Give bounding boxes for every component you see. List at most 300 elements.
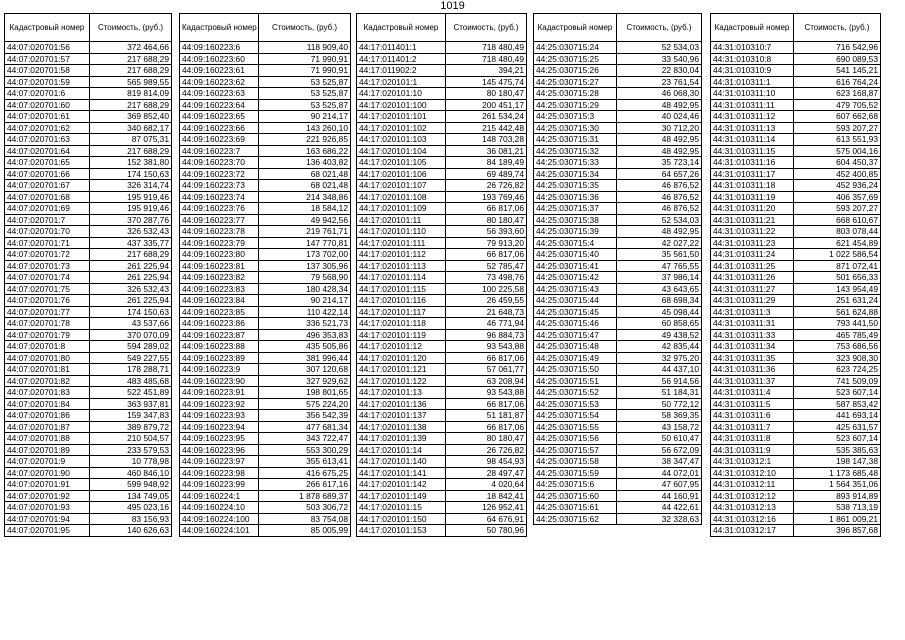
table-row [5,398,172,410]
table-row [534,180,702,192]
cost-cell: 623 168,87 [794,88,881,100]
cost-cell: 369 852,40 [90,111,172,123]
cadastral-number-cell: 44:09:160223:80 [180,249,259,261]
cadastral-number-cell: 44:09:160223:82 [180,272,259,284]
cost-cell: 66 817,06 [446,249,527,261]
table-row [357,191,527,203]
cost-cell: 66 817,06 [446,203,527,215]
cost-cell: 327 929,62 [259,375,351,387]
table-row [180,410,351,422]
cost-cell: 599 948,92 [90,479,172,491]
table-row [180,168,351,180]
cost-cell: 68 021,48 [259,180,351,192]
cadastral-number-cell: 44:25:030715:48 [534,341,617,353]
cadastral-number-cell: 44:09:160223:96 [180,444,259,456]
table-row [180,214,351,226]
cost-cell: 355 613,41 [259,456,351,468]
cost-cell: 594 289,02 [90,341,172,353]
cost-cell: 541 145,21 [794,65,881,77]
cost-cell: 340 682,17 [90,122,172,134]
cost-cell: 326 532,43 [90,283,172,295]
cost-cell: 561 624,88 [794,306,881,318]
cost-cell: 343 722,47 [259,433,351,445]
table-row [180,99,351,111]
table-row [357,134,527,146]
table-row [711,283,881,295]
cadastral-number-cell: 44:07:020701:80 [5,352,90,364]
cost-cell: 134 749,05 [90,490,172,502]
cadastral-number-cell: 44:17:020101:13 [357,387,446,399]
cost-cell: 195 919,46 [90,203,172,215]
cost-cell: 69 489,74 [446,168,527,180]
cadastral-number-cell: 44:25:030715:28 [534,88,617,100]
header-cost: Стоимость, (руб.) [90,14,172,42]
cost-cell: 48 492,95 [617,226,702,238]
table-row [711,42,881,54]
cost-cell: 143 260,10 [259,122,351,134]
cost-cell: 84 189,49 [446,157,527,169]
table-row [180,134,351,146]
cost-cell: 174 150,63 [90,168,172,180]
table-row [357,226,527,238]
cadastral-number-cell: 44:17:020101:106 [357,168,446,180]
table-row [180,180,351,192]
cadastral-number-cell: 44:09:160223:63 [180,88,259,100]
cadastral-number-cell: 44:17:020101:103 [357,134,446,146]
cost-cell: 71 990,91 [259,53,351,65]
cadastral-number-cell: 44:25:030715:38 [534,214,617,226]
cadastral-number-cell: 44:07:020701:90 [5,467,90,479]
cost-cell: 50 780,96 [446,525,527,537]
table-row [5,456,172,468]
table-row [711,410,881,422]
cost-cell: 30 712,20 [617,122,702,134]
cadastral-number-cell: 44:07:020701:66 [5,168,90,180]
cost-cell: 98 454,93 [446,456,527,468]
table-row [534,260,702,272]
table-row [711,490,881,502]
cadastral-number-cell: 44:07:020701:59 [5,76,90,88]
cadastral-number-cell: 44:17:020101:116 [357,295,446,307]
table-row [534,134,702,146]
cadastral-number-cell: 44:07:020701:72 [5,249,90,261]
table-row [5,42,172,54]
header-cadastral: Кадастровый номер [5,14,90,42]
cadastral-number-cell: 44:17:020101:139 [357,433,446,445]
cadastral-number-cell: 44:17:020101:115 [357,283,446,295]
cadastral-number-cell: 44:25:030715:40 [534,249,617,261]
cost-cell: 22 830,04 [617,65,702,77]
cost-cell: 716 542,96 [794,42,881,54]
cost-cell: 4 020,64 [446,479,527,491]
cost-cell: 26 726,82 [446,444,527,456]
table-row [711,168,881,180]
cost-cell: 1 173 685,48 [794,467,881,479]
cost-cell: 52 534,03 [617,214,702,226]
cadastral-number-cell: 44:31:010311:12 [711,111,794,123]
table-row [534,341,702,353]
table-row [711,88,881,100]
cadastral-number-cell: 44:17:020101:1 [357,76,446,88]
cost-cell: 437 335,77 [90,237,172,249]
cadastral-number-cell: 44:25:030715:52 [534,387,617,399]
table-row [711,525,881,537]
cadastral-number-cell: 44:17:020101:109 [357,203,446,215]
cadastral-number-cell: 44:09:160223:92 [180,398,259,410]
cadastral-number-cell: 44:07:020701:58 [5,65,90,77]
cadastral-number-cell: 44:25:030715:62 [534,513,617,525]
table-row [534,295,702,307]
cost-cell: 68 698,34 [617,295,702,307]
table-row [711,502,881,514]
header-cost: Стоимость, (руб.) [446,14,527,42]
cost-cell: 147 770,81 [259,237,351,249]
table-row [5,318,172,330]
cost-cell: 118 909,40 [259,42,351,54]
table-row [534,364,702,376]
cost-cell: 137 305,96 [259,260,351,272]
table-row [711,272,881,284]
cost-cell: 32 328,63 [617,513,702,525]
table-row [357,272,527,284]
table-row [357,214,527,226]
cadastral-number-cell: 44:07:020701:76 [5,295,90,307]
cadastral-number-cell: 44:07:020701:95 [5,525,90,537]
cost-cell: 718 480,49 [446,42,527,54]
cost-cell: 336 521,73 [259,318,351,330]
cadastral-number-cell: 44:25:030715:57 [534,444,617,456]
cost-cell: 616 764,24 [794,76,881,88]
cost-cell: 266 617,16 [259,479,351,491]
table-row [711,111,881,123]
table-row [357,295,527,307]
cadastral-table-5 [710,13,881,537]
cost-cell: 198 801,65 [259,387,351,399]
cadastral-number-cell: 44:09:160223:98 [180,467,259,479]
cadastral-number-cell: 44:31:010311:35 [711,352,794,364]
table-row [534,249,702,261]
table-row [357,467,527,479]
cadastral-number-cell: 44:25:030715:26 [534,65,617,77]
cadastral-number-cell: 44:31:010311:29 [711,295,794,307]
table-row [5,421,172,433]
cadastral-number-cell: 44:17:020101:10 [357,88,446,100]
cost-cell: 326 532,43 [90,226,172,238]
cadastral-number-cell: 44:31:010312:12 [711,490,794,502]
table-row [180,421,351,433]
table-row [357,260,527,272]
cadastral-number-cell: 44:07:020701:68 [5,191,90,203]
cadastral-number-cell: 44:25:030715:50 [534,364,617,376]
cost-cell: 1 861 009,21 [794,513,881,525]
cadastral-number-cell: 44:17:020101:113 [357,260,446,272]
table-row [711,226,881,238]
table-row [5,467,172,479]
table-row [357,329,527,341]
cadastral-number-cell: 44:25:030715:45 [534,306,617,318]
cadastral-number-cell: 44:31:010311:34 [711,341,794,353]
cost-cell: 261 225,94 [90,272,172,284]
cost-cell: 57 061,77 [446,364,527,376]
cadastral-number-cell: 44:07:020701:71 [5,237,90,249]
table-row [5,387,172,399]
cost-cell: 356 542,39 [259,410,351,422]
cadastral-table-2 [179,13,351,537]
table-row [357,387,527,399]
cost-cell: 217 688,29 [90,65,172,77]
cadastral-number-cell: 44:25:030715:49 [534,352,617,364]
cost-cell: 96 884,73 [446,329,527,341]
table-row [5,99,172,111]
cadastral-number-cell: 44:07:020701:81 [5,364,90,376]
cadastral-number-cell: 44:07:020701:64 [5,145,90,157]
table-row [180,295,351,307]
table-row [534,76,702,88]
table-row [534,479,702,491]
table-row [5,502,172,514]
cadastral-number-cell: 44:17:020101:102 [357,122,446,134]
cost-cell: 741 509,09 [794,375,881,387]
table-row [5,513,172,525]
cost-cell: 372 464,66 [90,42,172,54]
cost-cell: 363 937,81 [90,398,172,410]
table-row [711,214,881,226]
table-row [534,157,702,169]
table-row [711,467,881,479]
table-row [5,410,172,422]
table-row [180,226,351,238]
table-row [180,260,351,272]
cadastral-number-cell: 44:09:160224:10 [180,502,259,514]
table-row [534,88,702,100]
table-row [180,318,351,330]
cadastral-number-cell: 44:07:020701:73 [5,260,90,272]
cadastral-number-cell: 44:07:020701:89 [5,444,90,456]
table-row [180,145,351,157]
cost-cell: 441 693,14 [794,410,881,422]
header-cost: Стоимость, (руб.) [259,14,351,42]
table-row [180,272,351,284]
table-row [180,513,351,525]
cadastral-number-cell: 44:09:160223:61 [180,65,259,77]
cadastral-number-cell: 44:31:010311:10 [711,88,794,100]
cadastral-number-cell: 44:31:010311:4 [711,387,794,399]
cadastral-number-cell: 44:31:010311:13 [711,122,794,134]
cadastral-number-cell: 44:07:020701:7 [5,214,90,226]
cost-cell: 93 543,88 [446,341,527,353]
cadastral-number-cell: 44:09:160223:69 [180,134,259,146]
cadastral-number-cell: 44:25:030715:33 [534,157,617,169]
cost-cell: 145 475,74 [446,76,527,88]
table-row [357,456,527,468]
cost-cell: 307 120,68 [259,364,351,376]
cost-cell: 496 353,83 [259,329,351,341]
cadastral-number-cell: 44:07:020701:65 [5,157,90,169]
table-row [711,134,881,146]
cost-cell: 1 022 586,54 [794,249,881,261]
cost-cell: 326 314,74 [90,180,172,192]
cadastral-number-cell: 44:25:030715:44 [534,295,617,307]
table-row [5,283,172,295]
table-row [711,479,881,491]
cadastral-number-cell: 44:17:020101:12 [357,341,446,353]
cost-cell: 180 428,34 [259,283,351,295]
cost-cell: 452 936,24 [794,180,881,192]
table-row [180,387,351,399]
cadastral-number-cell: 44:07:020701:77 [5,306,90,318]
table-row [711,341,881,353]
table-row [534,226,702,238]
table-row [711,375,881,387]
cadastral-number-cell: 44:31:010311:26 [711,272,794,284]
table-row [180,191,351,203]
header-cadastral: Кадастровый номер [357,14,446,42]
table-row [711,352,881,364]
cadastral-number-cell: 44:07:020701:8 [5,341,90,353]
cost-cell: 575 224,20 [259,398,351,410]
table-row [5,65,172,77]
cost-cell: 523 607,14 [794,387,881,399]
cadastral-number-cell: 44:07:020701:60 [5,99,90,111]
table-row [5,122,172,134]
table-row [534,410,702,422]
cost-cell: 593 207,27 [794,203,881,215]
table-row [711,398,881,410]
table-row [357,122,527,134]
cadastral-number-cell: 44:09:160223:95 [180,433,259,445]
table-row [357,203,527,215]
cadastral-number-cell: 44:31:010311:9 [711,444,794,456]
cost-cell: 479 705,52 [794,99,881,111]
table-row [5,226,172,238]
cadastral-number-cell: 44:17:020101:117 [357,306,446,318]
cadastral-number-cell: 44:25:030715:54 [534,410,617,422]
cadastral-number-cell: 44:25:030715:4 [534,237,617,249]
cadastral-number-cell: 44:31:010311:1 [711,76,794,88]
cadastral-number-cell: 44:25:030715:60 [534,490,617,502]
table-row [180,42,351,54]
cost-cell: 33 540,96 [617,53,702,65]
cost-cell: 42 027,22 [617,237,702,249]
cadastral-number-cell: 44:09:160223:84 [180,295,259,307]
cost-cell: 18 842,41 [446,490,527,502]
cost-cell: 66 817,06 [446,398,527,410]
table-row [5,237,172,249]
cost-cell: 198 147,38 [794,456,881,468]
cost-cell: 50 610,47 [617,433,702,445]
cost-cell: 251 631,24 [794,295,881,307]
cadastral-number-cell: 44:17:020101:140 [357,456,446,468]
table-row [357,444,527,456]
table-row [5,295,172,307]
cadastral-number-cell: 44:17:020101:136 [357,398,446,410]
cost-cell: 522 451,89 [90,387,172,399]
cost-cell: 217 688,29 [90,249,172,261]
cadastral-number-cell: 44:25:030715:25 [534,53,617,65]
cost-cell: 1 564 351,06 [794,479,881,491]
cadastral-number-cell: 44:17:020101:118 [357,318,446,330]
table-row [180,306,351,318]
table-row [180,456,351,468]
cadastral-number-cell: 44:31:010312:10 [711,467,794,479]
table-row [5,88,172,100]
cadastral-number-cell: 44:07:020701:6 [5,88,90,100]
cadastral-number-cell: 44:07:020701:70 [5,226,90,238]
table-row [711,157,881,169]
cadastral-number-cell: 44:17:020101:142 [357,479,446,491]
table-row [357,398,527,410]
cost-cell: 93 543,88 [446,387,527,399]
cost-cell: 26 726,82 [446,180,527,192]
cadastral-number-cell: 44:17:020101:15 [357,502,446,514]
table-row [534,145,702,157]
cadastral-table-3 [356,13,527,537]
cost-cell: 26 459,55 [446,295,527,307]
cost-cell: 217 688,29 [90,145,172,157]
table-row [5,375,172,387]
table-row [711,513,881,525]
cadastral-number-cell: 44:31:010312:1 [711,456,794,468]
cadastral-number-cell: 44:17:020101:120 [357,352,446,364]
cadastral-number-cell: 44:25:030715:55 [534,421,617,433]
cost-cell: 893 914,89 [794,490,881,502]
cadastral-number-cell: 44:09:160223:64 [180,99,259,111]
cadastral-number-cell: 44:07:020701:91 [5,479,90,491]
cadastral-number-cell: 44:17:020101:121 [357,364,446,376]
table-row [534,375,702,387]
cost-cell: 690 089,53 [794,53,881,65]
cost-cell: 38 347,47 [617,456,702,468]
cadastral-number-cell: 44:31:010311:31 [711,318,794,330]
cadastral-number-cell: 44:07:020701:56 [5,42,90,54]
table-row [357,283,527,295]
cost-cell: 10 778,98 [90,456,172,468]
table-row [180,53,351,65]
table-row [711,203,881,215]
table-row [711,456,881,468]
table-row [357,65,527,77]
cost-cell: 60 858,65 [617,318,702,330]
cost-cell: 51 184,31 [617,387,702,399]
cadastral-number-cell: 44:31:010311:20 [711,203,794,215]
cost-cell: 233 579,53 [90,444,172,456]
cadastral-number-cell: 44:25:030715:27 [534,76,617,88]
cadastral-number-cell: 44:09:160223:93 [180,410,259,422]
table-row [357,513,527,525]
cost-cell: 593 207,27 [794,122,881,134]
table-row [357,145,527,157]
table-row [180,444,351,456]
table-row [5,203,172,215]
cost-cell: 64 657,26 [617,168,702,180]
cost-cell: 49 942,56 [259,214,351,226]
cadastral-number-cell: 44:09:160223:9 [180,364,259,376]
cost-cell: 152 381,80 [90,157,172,169]
cost-cell: 63 208,94 [446,375,527,387]
table-row [357,479,527,491]
cost-cell: 43 643,65 [617,283,702,295]
cost-cell: 79 913,20 [446,237,527,249]
cadastral-number-cell: 44:07:020701:74 [5,272,90,284]
cadastral-number-cell: 44:09:160224:1 [180,490,259,502]
cost-cell: 396 857,68 [794,525,881,537]
cost-cell: 45 098,44 [617,306,702,318]
cadastral-number-cell: 44:31:010312:11 [711,479,794,491]
table-row [711,387,881,399]
table-row [357,42,527,54]
table-row [357,375,527,387]
table-row [357,502,527,514]
